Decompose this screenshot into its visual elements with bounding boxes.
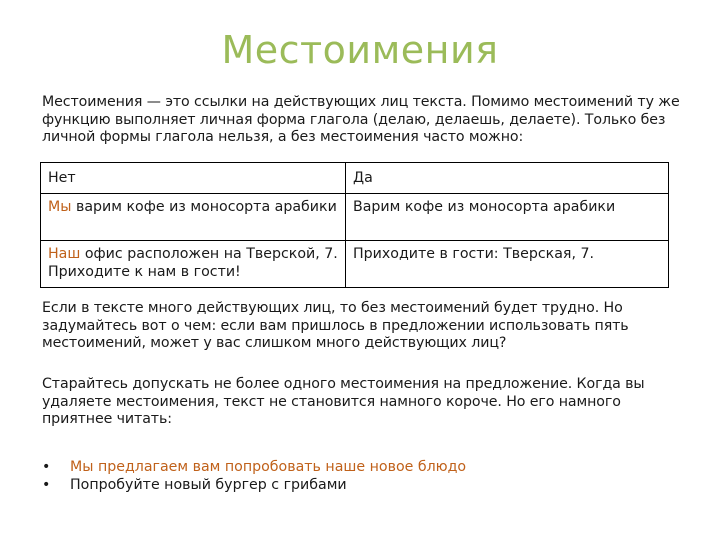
bullet-text: Попробуйте новый бургер с грибами <box>70 477 347 493</box>
list-item <box>42 476 682 494</box>
paragraph-one-pronoun: Старайтесь допускать не более одного местоимения на предложение. Когда вы удаляете местоимения, текст не становится намного короче. Но его намного приятнее читать: <box>42 376 645 427</box>
table-row <box>41 194 669 241</box>
comparison-table <box>40 162 669 288</box>
table-cell-no <box>41 194 346 241</box>
list-item <box>42 458 682 476</box>
table-header-yes: Да <box>346 163 669 194</box>
table-header-no: Нет <box>41 163 346 194</box>
pronoun-highlight: Наш <box>48 246 81 262</box>
bullet-marker: • <box>42 459 51 475</box>
bullet-text: Мы предлагаем вам попробовать наше новое блюдо <box>70 459 467 475</box>
paragraph-many-actors: Если в тексте много действующих лиц, то без местоимений будет трудно. Но задумайтесь вот о чем: если вам пришлось в предложении использовать пять местоимений, может у вас слишком много действующих лиц? <box>42 300 629 351</box>
intro-paragraph: Местоимения — это ссылки на действующих лиц текста. Помимо местоимений ту же функцию выполняет личная форма глагола (делаю, делаешь, делаете). Только без личной формы глагола нельзя, а без местоимения часто можно: <box>42 94 680 145</box>
table-cell-no <box>41 241 346 288</box>
table-cell-yes: Приходите в гости: Тверская, 7. <box>346 241 669 288</box>
cell-text: варим кофе из моносорта арабики <box>71 199 337 215</box>
table-header-row <box>41 163 669 194</box>
slide-title: Местоимения <box>221 28 499 72</box>
table-row <box>41 241 669 288</box>
example-bullet-list <box>42 458 682 494</box>
bullet-marker: • <box>42 477 51 493</box>
table-cell-yes: Варим кофе из моносорта арабики <box>346 194 669 241</box>
cell-text: офис расположен на Тверской, 7. Приходите к нам в гости! <box>48 246 338 280</box>
pronoun-highlight: Мы <box>48 199 72 215</box>
